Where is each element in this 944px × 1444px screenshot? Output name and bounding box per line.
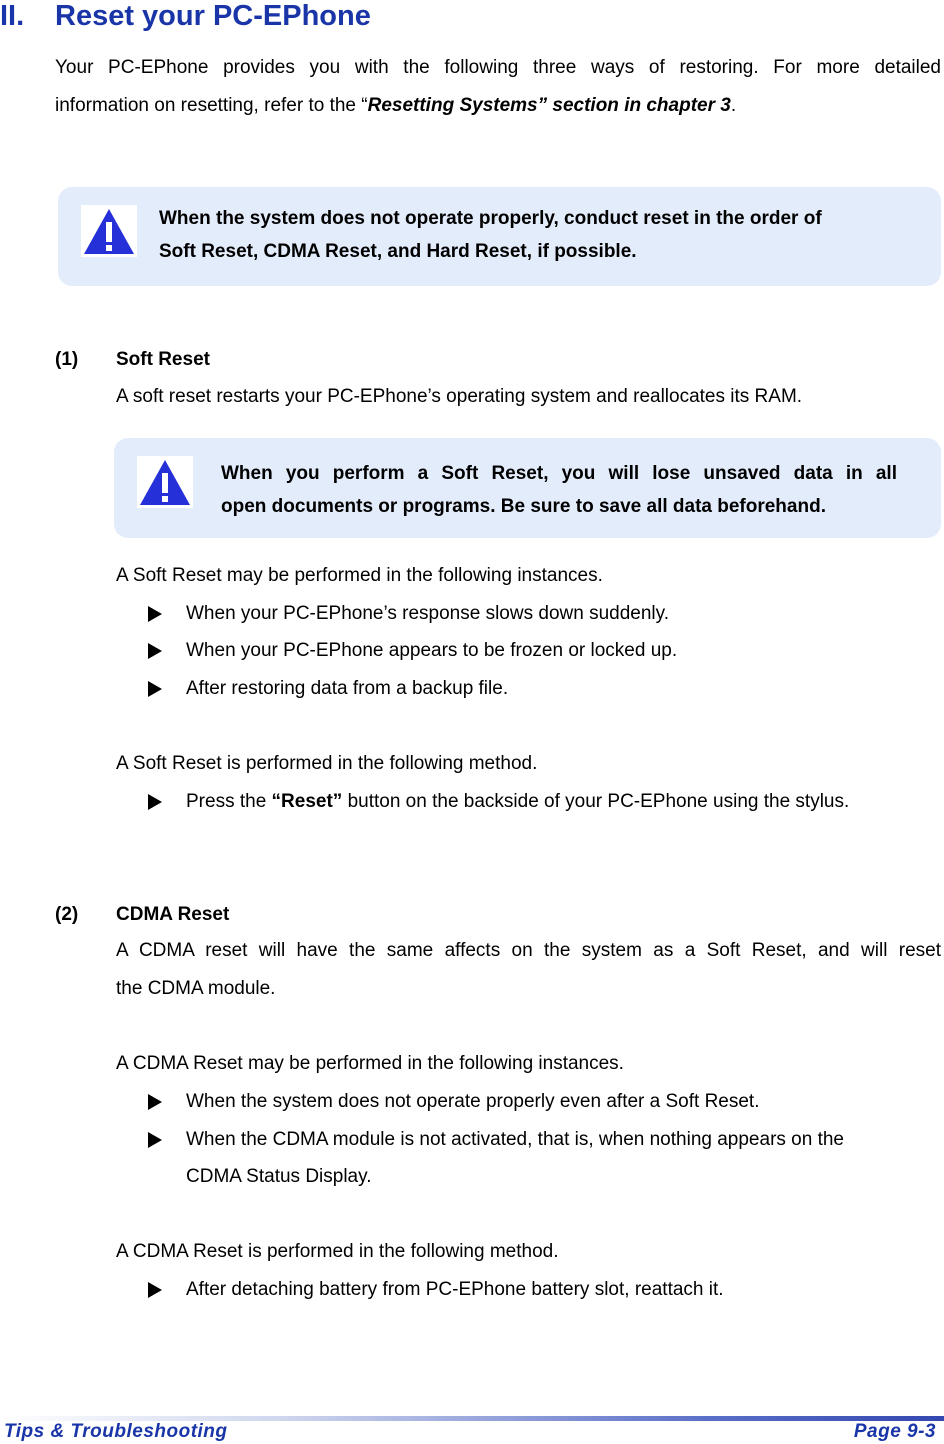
- cdma-reset-description-line-2: the CDMA module.: [116, 978, 276, 999]
- cdma-reset-method: After detaching battery from PC-EPhone battery slot, reattach it.: [186, 1279, 724, 1300]
- soft-reset-title: Soft Reset: [116, 349, 210, 370]
- intro-line-1: Your PC-EPhone provides you with the following three ways of restoring. For more detailed: [55, 57, 941, 78]
- soft-reset-instance-1: When your PC-EPhone’s response slows down suddenly.: [186, 603, 669, 624]
- page-heading: [0, 0, 371, 33]
- intro-suffix: .: [730, 95, 737, 116]
- soft-reset-description: A soft reset restarts your PC-EPhone’s operating system and reallocates its RAM.: [116, 386, 803, 407]
- warning-general-line-2: Soft Reset, CDMA Reset, and Hard Reset, if possible.: [159, 241, 637, 262]
- heading-number: II.: [0, 0, 25, 32]
- warning-soft-reset-line-1: When you perform a Soft Reset, you will lose unsaved data in all: [221, 463, 897, 484]
- footer-section-title: Tips & Troubleshooting: [4, 1421, 228, 1442]
- soft-reset-instance-3: After restoring data from a backup file.: [186, 678, 509, 699]
- method-prefix: Press the: [186, 791, 272, 812]
- intro-line-2: [55, 87, 941, 125]
- cdma-reset-instance-2-line-2: CDMA Status Display.: [186, 1166, 372, 1187]
- triangle-bullet-icon: [148, 643, 162, 659]
- warning-box-general: [58, 187, 941, 286]
- soft-reset-instance-2: When your PC-EPhone appears to be frozen or locked up.: [186, 640, 678, 661]
- cdma-reset-instance-2-line-1: When the CDMA module is not activated, that is, when nothing appears on the: [186, 1129, 844, 1150]
- soft-reset-number: (1): [55, 349, 79, 370]
- triangle-bullet-icon: [148, 606, 162, 622]
- triangle-bullet-icon: [148, 1094, 162, 1110]
- cdma-reset-number: (2): [55, 904, 79, 925]
- triangle-bullet-icon: [148, 794, 162, 810]
- soft-reset-method: [186, 783, 849, 821]
- triangle-bullet-icon: [148, 1282, 162, 1298]
- warning-box-soft-reset: [114, 438, 941, 538]
- soft-reset-method-intro: A Soft Reset is performed in the following method.: [116, 753, 538, 774]
- warning-soft-reset-line-2: open documents or programs. Be sure to save all data beforehand.: [221, 496, 826, 517]
- intro-prefix: information on resetting, refer to the “: [55, 95, 368, 116]
- cdma-reset-instances-intro: A CDMA Reset may be performed in the following instances.: [116, 1053, 624, 1074]
- heading-title: Reset your PC-EPhone: [55, 0, 371, 32]
- warning-exclamation-icon: [137, 456, 193, 508]
- cdma-reset-description-line-1: A CDMA reset will have the same affects on the system as a Soft Reset, and will reset: [116, 940, 941, 961]
- cdma-reset-method-intro: A CDMA Reset is performed in the following method.: [116, 1241, 559, 1262]
- triangle-bullet-icon: [148, 1132, 162, 1148]
- footer-page-number: Page 9-3: [853, 1421, 936, 1442]
- cdma-reset-title: CDMA Reset: [116, 904, 230, 925]
- method-suffix: button on the backside of your PC-EPhone using the stylus.: [342, 791, 850, 812]
- warning-general-line-1: When the system does not operate properly, conduct reset in the order of: [159, 208, 822, 229]
- intro-reference: Resetting Systems” section in chapter 3: [367, 95, 731, 116]
- warning-general-text: [159, 202, 919, 268]
- warning-exclamation-icon: [81, 205, 137, 257]
- cdma-reset-instance-1: When the system does not operate properly even after a Soft Reset.: [186, 1091, 760, 1112]
- method-reset-button-label: “Reset”: [271, 791, 343, 812]
- triangle-bullet-icon: [148, 681, 162, 697]
- soft-reset-instances-intro: A Soft Reset may be performed in the following instances.: [116, 565, 603, 586]
